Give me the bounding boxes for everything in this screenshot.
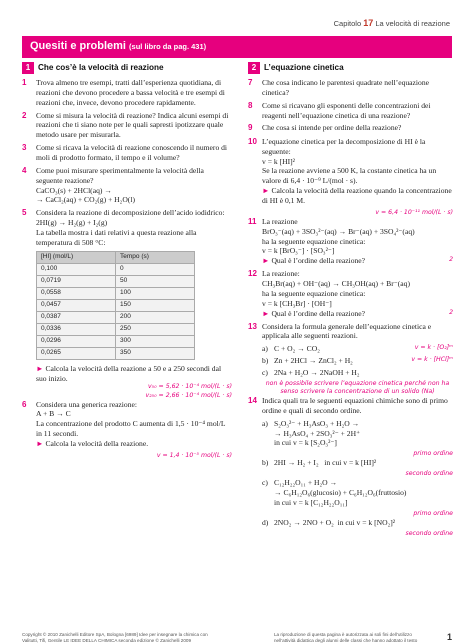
answer: v = 1,4 · 10⁻⁵ mol/(L · s) xyxy=(156,451,232,459)
question-12: 12 La reazione: CH₃Br(aq) + OH⁻(aq) → CH₃OH(aq) + Br⁻(aq) ha la seguente equazione cinetica: v = k [CH₃Br] · [OH⁻] ► Qual è l’ordine della reazione? 2 xyxy=(248,269,453,318)
arrow-icon: ► xyxy=(36,363,44,373)
table-row: 0,100 0 xyxy=(37,263,195,275)
table-row: 0,0387 200 xyxy=(37,311,195,323)
answer: 2 xyxy=(449,308,453,316)
table-header: [HI] (mol/L) xyxy=(37,251,116,263)
equation: CaCO₃(s) + 2HCl(aq) → xyxy=(36,185,112,195)
question-14: 14 Indica quali tra le seguenti equazioni chimiche sono di primo ordine e quali di secondo ordine. xyxy=(248,395,448,415)
equation: → CaCl₂(aq) + CO₂(g) + H₂O(l) xyxy=(36,195,135,205)
section-banner xyxy=(22,36,452,58)
section-number: 2 xyxy=(248,62,260,74)
question-2: 2 Come si misura la velocità di reazione? Indica alcuni esempi di reazioni che ti siano note per le quali sapresti ipotizzare quale metodo usare per misurarla. xyxy=(22,110,229,140)
arrow-icon: ► xyxy=(262,256,270,266)
arrow-icon: ► xyxy=(262,308,270,318)
list-item: a) C + O₂ → CO₂ v = k · [O₂]ᵐ xyxy=(262,344,453,354)
page-number: 1 xyxy=(446,632,452,642)
equation: BrO₃⁻(aq) + 3SO₃²⁻(aq) → Br⁻(aq) + 3SO₄²⁻(aq) xyxy=(262,226,415,236)
table-header: Tempo (s) xyxy=(116,251,195,263)
question-5: 5 Considera la reazione di decomposizione dell’acido iodidrico: 2HI(g) → H₂(g) + I₂(g) La tabella mostra i dati relativi a questa reazione alla temperatura di 508 °C: xyxy=(22,208,225,247)
equation: CH₃Br(aq) + OH⁻(aq) → CH₃OH(aq) + Br⁻(aq) xyxy=(262,279,410,289)
chapter-number: 17 xyxy=(363,18,374,28)
list-item: b) Zn + 2HCl → ZnCl₂ + H₂ v = k · [HCl]ᵐ xyxy=(262,356,453,366)
question-10: 10 L’equazione cinetica per la decomposizione di HI è la seguente: v = k [HI]² Se la reazione avviene a 500 K, la costante cinetica ha un valore di 6,4 · 10⁻⁹ L/(mol · s). ► Calcola la velocità della reazione quando la concentrazione di HI è 0,1 M. xyxy=(248,136,452,205)
equation: v = k [HI]² xyxy=(262,156,295,166)
table-row: 0,0265 350 xyxy=(37,347,195,359)
list-item: b) 2HI → H₂ + I₂ in cui v = k [HI]² xyxy=(262,458,377,468)
question-11: 11 La reazione BrO₃⁻(aq) + 3SO₃²⁻(aq) → Br⁻(aq) + 3SO₄²⁻(aq) ha la seguente equazione cinetica: v = k [BrO₃⁻] · [SO₃²⁻] ► Qual è l’ordine della reazione? 2 xyxy=(248,216,453,266)
table-row: 0,0719 50 xyxy=(37,275,195,287)
table-row: 0,0457 150 xyxy=(37,299,195,311)
answer: secondo ordine xyxy=(405,470,453,478)
banner-subtitle: (sul libro da pag. 431) xyxy=(129,42,207,51)
question-9: 9 Che cosa si intende per ordine della reazione? xyxy=(248,123,402,133)
answer: v₂₅₀ = 2,66 · 10⁻⁴ mol/(L · s) xyxy=(145,391,232,399)
answer: v = k · [HCl]ᵐ xyxy=(411,356,453,364)
banner-title: Quesiti e problemi xyxy=(30,40,126,52)
equation: 2HI(g) → H₂(g) + I₂(g) xyxy=(36,218,108,228)
answer: v = k · [O₂]ᵐ xyxy=(414,344,453,352)
table-row: 0,0336 250 xyxy=(37,323,195,335)
section-title: Che cos’è la velocità di reazione xyxy=(38,62,164,72)
left-column xyxy=(22,62,232,460)
answer: v = 6,4 · 10⁻¹¹ mol/(L · s) xyxy=(375,208,453,216)
chapter-title: La velocità di reazione xyxy=(375,19,450,28)
list-item: d) 2NO₂ → 2NO + O₂ in cui v = k [NO₂]² xyxy=(262,517,396,527)
question-8: 8 Come si ricavano gli esponenti delle concentrazioni dei reagenti nell’equazione cinetica di una reazione? xyxy=(248,100,431,120)
chapter-header xyxy=(334,18,450,28)
table-row: 0,0296 300 xyxy=(37,335,195,347)
arrow-icon: ► xyxy=(262,186,270,196)
list-item: c) C₁₂H₂₂O₁₁ + H₂O → → C₆H₁₂O₆(glucosio) + C₆H₁₂O₆(fruttosio) in cui v = k [C₁₂H₂₂O₁₁] xyxy=(262,478,407,507)
equation: v = k [BrO₃⁻] · [SO₃²⁻] xyxy=(262,246,335,256)
question-4: 4 Come puoi misurare sperimentalmente la velocità della seguente reazione? CaCO₃(s) + 2HCl(aq) → → CaCl₂(aq) + CO₂(g) + H₂O(l) xyxy=(22,165,204,205)
question-3: 3 Come si ricava la velocità di reazione conoscendo il numero di moli di prodotto formato, il tempo e il volume? xyxy=(22,143,228,163)
hi-data-table xyxy=(36,251,195,360)
list-item: c) 2Na + H₂O → 2NaOH + H₂ xyxy=(262,367,360,377)
list-item: a) S₂O₃²⁻ + H₃AsO₃ + H₂O → → H₃AsO₄ + 2SO₃²⁻ + 2H⁺ in cui v = k [S₂O₃²⁻] xyxy=(262,418,361,448)
chapter-word: Capitolo xyxy=(333,19,362,28)
question-13: 13 Considera la formula generale dell’equazione cinetica e applicala alle seguenti reazioni. xyxy=(248,321,432,341)
right-column xyxy=(248,62,453,538)
task: ► Calcola la velocità della reazione a 50 e a 250 secondi dal suo inizio. xyxy=(36,363,222,383)
section-number: 1 xyxy=(22,62,34,74)
answer: 2 xyxy=(449,256,453,264)
question-1: 1 Trova almeno tre esempi, tratti dall’esperienza quotidiana, di reazioni che devono procedere a bassa velocità e tre esempi di reazioni che, invece, devono procedere rapidamente. xyxy=(22,78,225,107)
section-title: L’equazione cinetica xyxy=(264,62,344,72)
answer: primo ordine xyxy=(413,450,453,458)
question-7: 7 Che cosa indicano le parentesi quadrate nell’equazione cinetica? xyxy=(248,78,429,97)
equation: v = k [CH₃Br] · [OH⁻] xyxy=(262,298,332,308)
answer: secondo ordine xyxy=(405,529,453,537)
answer-note: non è possibile scrivere l’equazione cinetica perché non ha senso scrivere la concentrazione di un solido (Na) xyxy=(265,379,450,395)
question-6: 6 Considera una generica reazione: A + B → C La concentrazione del prodotto C aumenta di 1,5 · 10⁻⁴ mol/L in 11 secondi. ► Calcola la velocità della reazione. xyxy=(22,399,226,449)
answer: primo ordine xyxy=(413,509,453,517)
arrow-icon: ► xyxy=(36,439,44,449)
equation: A + B → C xyxy=(36,409,71,419)
table-row: 0,0558 100 xyxy=(37,287,195,299)
answer: v₅₀ = 5,62 · 10⁻⁴ mol/(L · s) xyxy=(147,383,232,391)
